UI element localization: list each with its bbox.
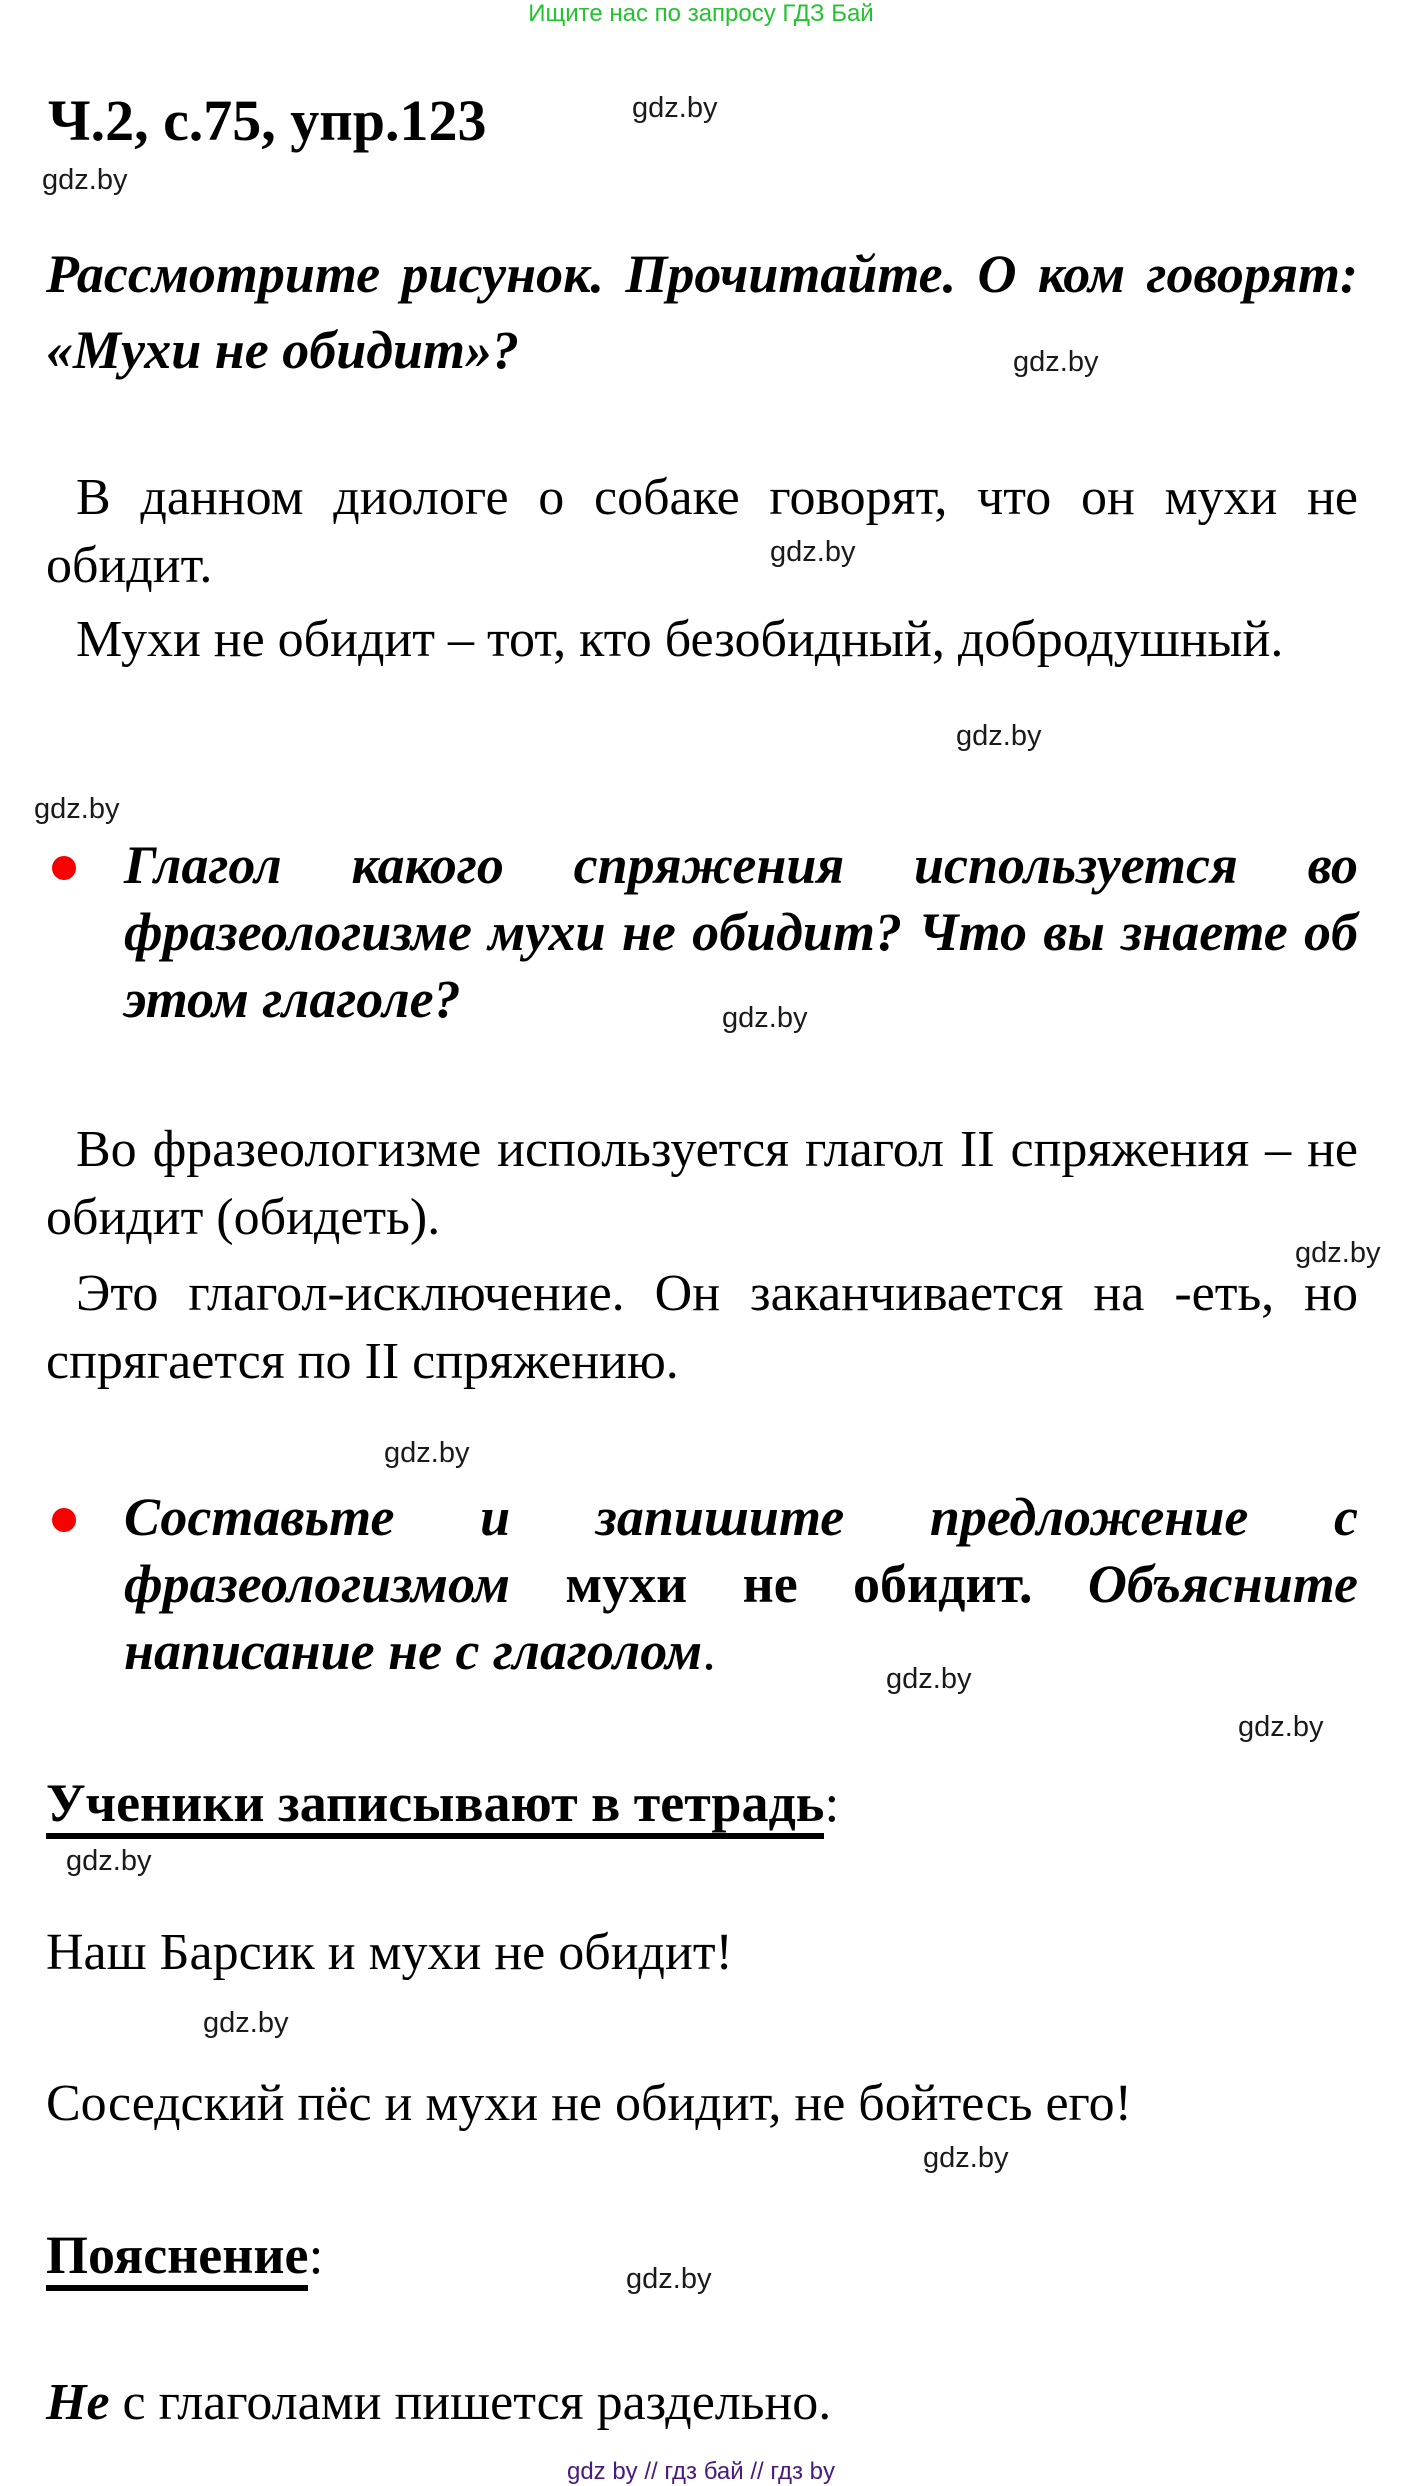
watermark: gdz.by (1238, 1711, 1324, 1743)
task-prompt: Рассмотрите рисунок. Прочитайте. О ком говорят: «Мухи не обидит»? (46, 244, 1358, 380)
red-bullet-icon (52, 1508, 76, 1532)
answer-2-paragraph-1: Во фразеологизме используется глагол II спряжения – не обидит (обидеть). (46, 1121, 1358, 1246)
example-sentence-1: Наш Барсик и мухи не обидит! (46, 1924, 733, 1981)
watermark: gdz.by (66, 1845, 152, 1877)
watermark: gdz.by (923, 2142, 1009, 2174)
search-banner: Ищите нас по запросу ГДЗ Бай (528, 0, 874, 27)
watermark: gdz.by (1013, 346, 1099, 378)
answer-paragraph-2: Мухи не обидит – тот, кто безобидный, добродушный. (76, 611, 1284, 668)
question-3-block (46, 1484, 1358, 1685)
page-title: Ч.2, с.75, упр.123 (48, 88, 487, 153)
watermark: gdz.by (886, 1663, 972, 1695)
watermark: gdz.by (722, 1002, 808, 1034)
watermark: gdz.by (1295, 1237, 1381, 1269)
watermark: gdz.by (632, 92, 718, 124)
watermark: gdz.by (770, 536, 856, 568)
explanation-heading: Пояснение: (46, 2222, 323, 2288)
red-bullet-icon (52, 856, 76, 880)
watermark: gdz.by (626, 2263, 712, 2295)
watermark: gdz.by (956, 720, 1042, 752)
answer-paragraph-1: В данном диологе о собаке говорят, что он мухи не обидит. (46, 469, 1358, 594)
footer-links[interactable]: gdz by // гдз бай // гдз by (566, 2458, 836, 2485)
watermark: gdz.by (34, 793, 120, 825)
watermark: gdz.by (203, 2007, 289, 2039)
explanation-text: Не с глаголами пишется раздельно. (46, 2374, 832, 2431)
question-3-text: Составьте и запишите предложение с фразеологизмом мухи не обидит. Объясните написание не с глаголом. (124, 1487, 1358, 1681)
watermark: gdz.by (384, 1437, 470, 1469)
answer-2-paragraph-2: Это глагол-исключение. Он заканчивается на -еть, но спрягается по II спряжению. (46, 1265, 1358, 1390)
watermark: gdz.by (42, 164, 128, 196)
notebook-heading: Ученики записывают в тетрадь: (46, 1770, 839, 1836)
question-2-text: Глагол какого спряжения используется во фразеологизме мухи не обидит? Что вы знаете об этом глаголе? (124, 835, 1358, 1029)
example-sentence-2: Соседский пёс и мухи не обидит, не бойтесь его! (46, 2075, 1132, 2132)
question-2-block (46, 832, 1358, 1033)
